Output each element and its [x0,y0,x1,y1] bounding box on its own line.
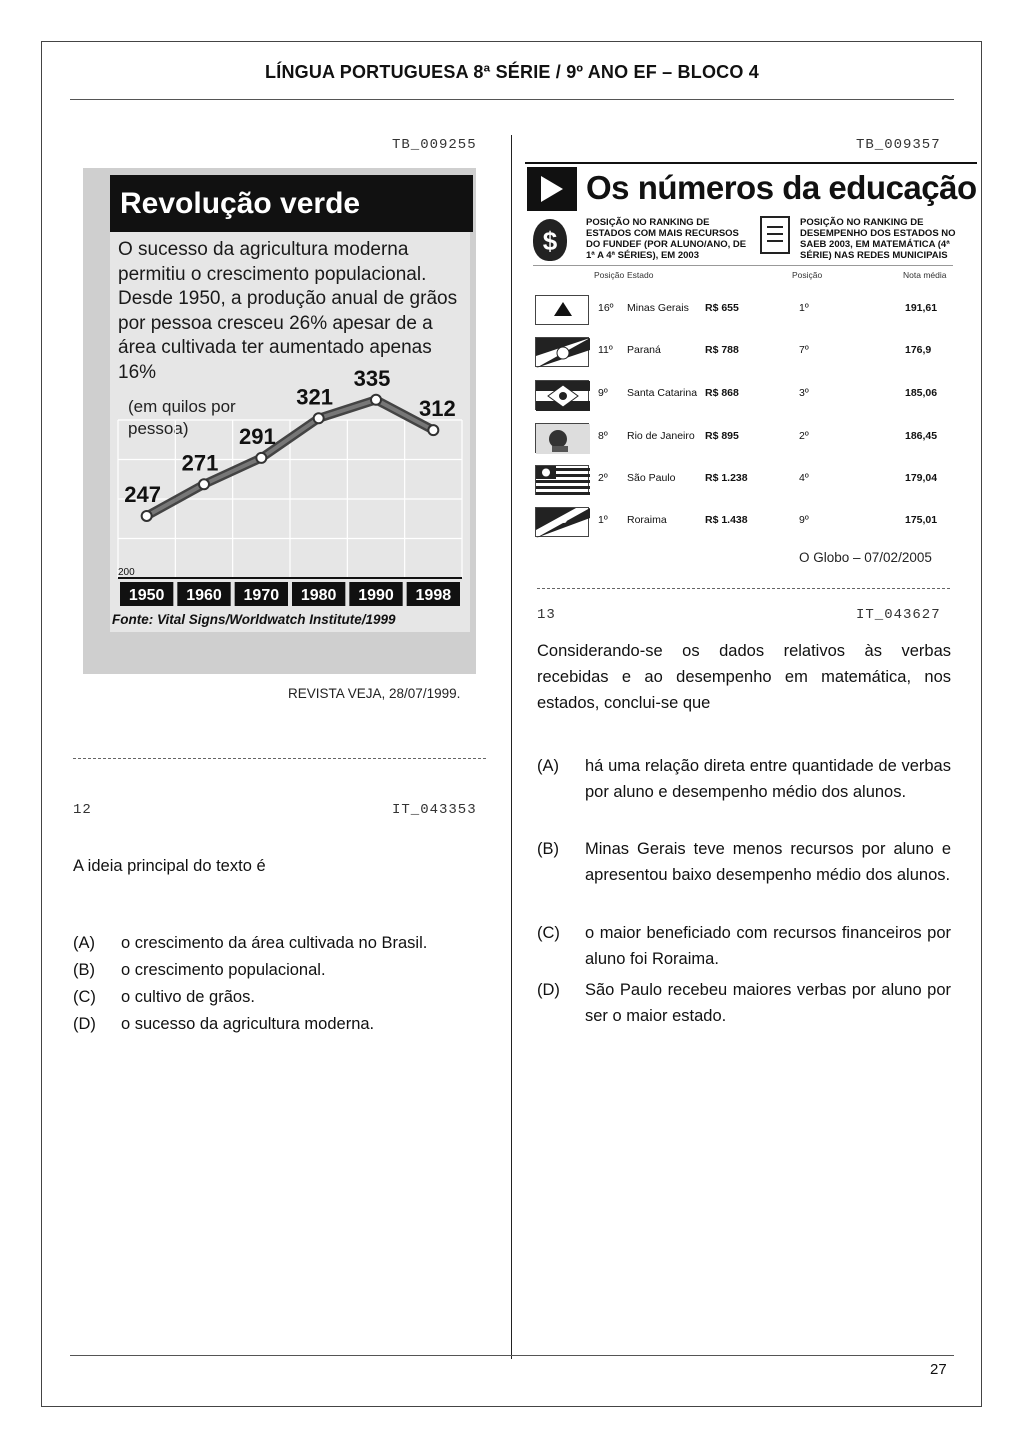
option-text: o cultivo de grãos. [121,988,255,1006]
question-number-13: 13 [537,607,556,623]
data-point [371,395,381,405]
data-point [256,453,266,463]
play-arrow-icon [527,167,577,211]
col-header-state: Estado [627,270,654,280]
table-row: 2º São Paulo R$ 1.238 4º 179,04 [533,458,953,498]
data-label: 312 [418,396,456,422]
table-row: 16º Minas Gerais R$ 655 1º 191,61 [533,288,953,328]
option-label: (D) [537,981,560,999]
footer-divider [70,1355,954,1356]
data-point [199,479,209,489]
option-label: (D) [73,1015,96,1033]
data-point [142,511,152,521]
option-text: o crescimento populacional. [121,961,326,979]
clipboard-icon [760,216,790,254]
table-row: 8º Rio de Janeiro R$ 895 2º 186,45 [533,416,953,456]
flag-minas-gerais [535,295,589,325]
data-label: 247 [124,481,162,507]
question-stem-13: Considerando-se os dados relativos às verbas recebidas e ao desempenho em matemática, nos estados, conclui-se que [537,642,951,712]
text-code-left: TB_009255 [392,137,477,153]
table-row: 9º Santa Catarina R$ 868 3º 185,06 [533,373,953,413]
data-label: 291 [238,423,276,449]
data-label: 335 [353,365,391,391]
flag-parana [535,337,589,367]
option-text: São Paulo recebeu maiores verbas por aluno por ser o maior estado. [585,981,951,1025]
data-label: 271 [181,450,219,476]
table-row: 11º Paraná R$ 788 7º 176,9 [533,330,953,370]
image-caption-left: REVISTA VEJA, 28/07/1999. [288,686,461,701]
image-caption-right: O Globo – 07/02/2005 [799,550,932,565]
option-text: Minas Gerais teve menos recursos por aluno e apresentou baixo desempenho médio dos alunos. [585,840,951,884]
option-label: (C) [537,924,560,942]
option-label: (B) [537,840,559,858]
table-right-heading: POSIÇÃO NO RANKING DE DESEMPENHO DOS ESTADOS NO SAEB 2003, EM MATEMÁTICA (4ª SÉRIE) NAS REDES MUNICIPAIS [800,217,956,261]
option-text: há uma relação direta entre quantidade de verbas por aluno e desempenho médio dos alunos. [585,757,951,801]
money-bag-icon: $ [533,219,567,261]
table-header-rule [533,265,953,266]
col-header-rank: Posição [792,270,823,280]
option-label: (B) [73,961,95,979]
data-label: 321 [296,384,334,410]
option-label: (A) [537,757,559,775]
chart-title: Revolução verde [110,175,473,232]
table-top-rule [525,162,977,164]
question-number-12: 12 [73,802,92,818]
line-chart [110,365,470,615]
data-point [314,413,324,423]
x-tick-label: 1970 [243,587,280,604]
page-number: 27 [930,1361,947,1378]
col-header-score: Nota média [903,270,947,280]
flag-sao-paulo [535,465,589,495]
option-text: o sucesso da agricultura moderna. [121,1015,375,1033]
separator-left [73,758,486,759]
chart-source: Fonte: Vital Signs/Worldwatch Institute/1999 [112,612,396,627]
table-left-heading: POSIÇÃO NO RANKING DE ESTADOS COM MAIS RECURSOS DO FUNDEF (POR ALUNO/ANO, DE 1ª A 4ª SÉRIES), EM 2003 [586,217,747,261]
flag-santa-catarina [535,380,589,410]
x-tick-label: 1950 [128,587,165,604]
data-point [428,425,438,435]
flag-rio-de-janeiro [535,423,589,453]
table-title: Os números da educação [586,169,977,206]
option-label: (A) [73,934,95,952]
question-stem-12: A ideia principal do texto é [73,857,266,875]
chart-intro: O sucesso da agricultura moderna permitiu o crescimento populacional. Desde 1950, a produção anual de grãos por pessoa cresceu 26% apesar de a área cultivada ter aumentado apenas 16% [118,239,458,383]
table-row: 1º Roraima R$ 1.438 9º 175,01 [533,500,953,540]
page-title: LÍNGUA PORTUGUESA 8ª SÉRIE / 9º ANO EF – BLOCO 4 [265,62,759,82]
question-id-13: IT_043627 [856,607,941,623]
option-text: o maior beneficiado com recursos financeiros por aluno foi Roraima. [585,924,951,968]
option-text: o crescimento da área cultivada no Brasil. [121,934,428,952]
column-divider [511,135,512,1359]
col-header-position: Posição [594,270,625,280]
text-code-right: TB_009357 [856,137,941,153]
x-tick-label: 1990 [358,587,394,604]
x-tick-label: 1960 [186,587,222,604]
option-label: (C) [73,988,96,1006]
separator-right [537,588,950,589]
x-tick-label: 1980 [300,587,337,604]
question-id-12: IT_043353 [392,802,477,818]
x-tick-label: 1998 [415,587,452,604]
header-divider [70,99,954,100]
y-tick-label: 200 [118,567,135,578]
chart-unit-label: (em quilos por pessoa) [128,397,236,438]
flag-roraima [535,507,589,537]
